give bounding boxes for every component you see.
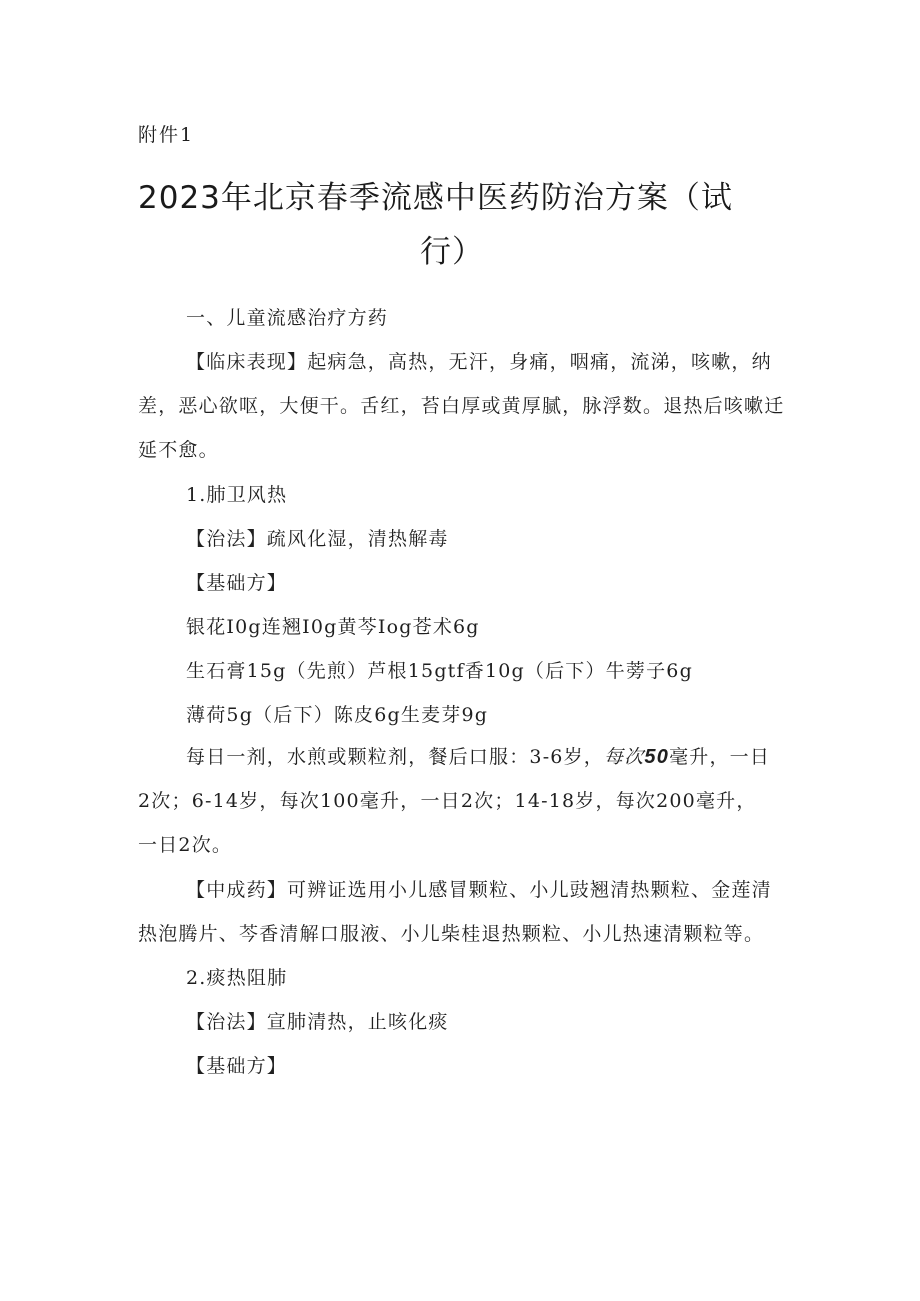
dosage-line-1-part-d: 毫升，一日 bbox=[669, 746, 771, 768]
herb-line-3: 薄荷5g（后下）陈皮6g生麦芽9g bbox=[186, 704, 489, 726]
dosage-line-1-part-b: 每次 bbox=[604, 746, 645, 768]
patent-line-2: 热泡腾片、芩香清解口服液、小儿柴桂退热颗粒、小儿热速清颗粒等。 bbox=[138, 923, 765, 945]
dosage-line-3: 一日2次。 bbox=[138, 834, 233, 856]
clinical-line-2: 差，恶心欲呕，大便干。舌红，苔白厚或黄厚腻，脉浮数。退热后咳嗽迁 bbox=[138, 395, 785, 417]
dosage-line-1-part-c: 50 bbox=[644, 746, 670, 768]
clinical-line-1: 【临床表现】起病急，高热，无汗，身痛，咽痛，流涕，咳嗽，纳 bbox=[186, 351, 772, 373]
type1-base-label: 【基础方】 bbox=[186, 572, 288, 594]
type1-heading: 1.肺卫风热 bbox=[186, 484, 288, 506]
section-heading: 一、儿童流感治疗方药 bbox=[186, 307, 389, 329]
type2-heading: 2.痰热阻肺 bbox=[186, 967, 288, 989]
type1-treatment: 【治法】疏风化湿，清热解毒 bbox=[186, 528, 449, 550]
dosage-line-1-part-a: 每日一剂，水煎或颗粒剂，餐后口服：3-6岁， bbox=[186, 746, 604, 768]
dosage-line-2: 2次；6-14岁，每次100毫升，一日2次；14-18岁，每次200毫升， bbox=[138, 790, 757, 812]
herb-line-1: 银花I0g连翘I0g黄芩Iog苍术6g bbox=[186, 616, 480, 638]
dosage-line-1 bbox=[186, 744, 770, 770]
type2-base-label: 【基础方】 bbox=[186, 1055, 288, 1077]
document-title-line-1: 2023年北京春季流感中医药防治方案（试 bbox=[138, 180, 733, 216]
herb-line-2: 生石膏15g（先煎）芦根15gtf香10g（后下）牛蒡子6g bbox=[186, 660, 693, 682]
type2-treatment: 【治法】宣肺清热，止咳化痰 bbox=[186, 1011, 449, 1033]
attachment-label: 附件1 bbox=[138, 124, 195, 146]
patent-line-1: 【中成药】可辨证选用小儿感冒颗粒、小儿豉翘清热颗粒、金莲清 bbox=[186, 879, 772, 901]
clinical-line-3: 延不愈。 bbox=[138, 439, 219, 461]
document-title-line-2: 行） bbox=[420, 234, 484, 270]
